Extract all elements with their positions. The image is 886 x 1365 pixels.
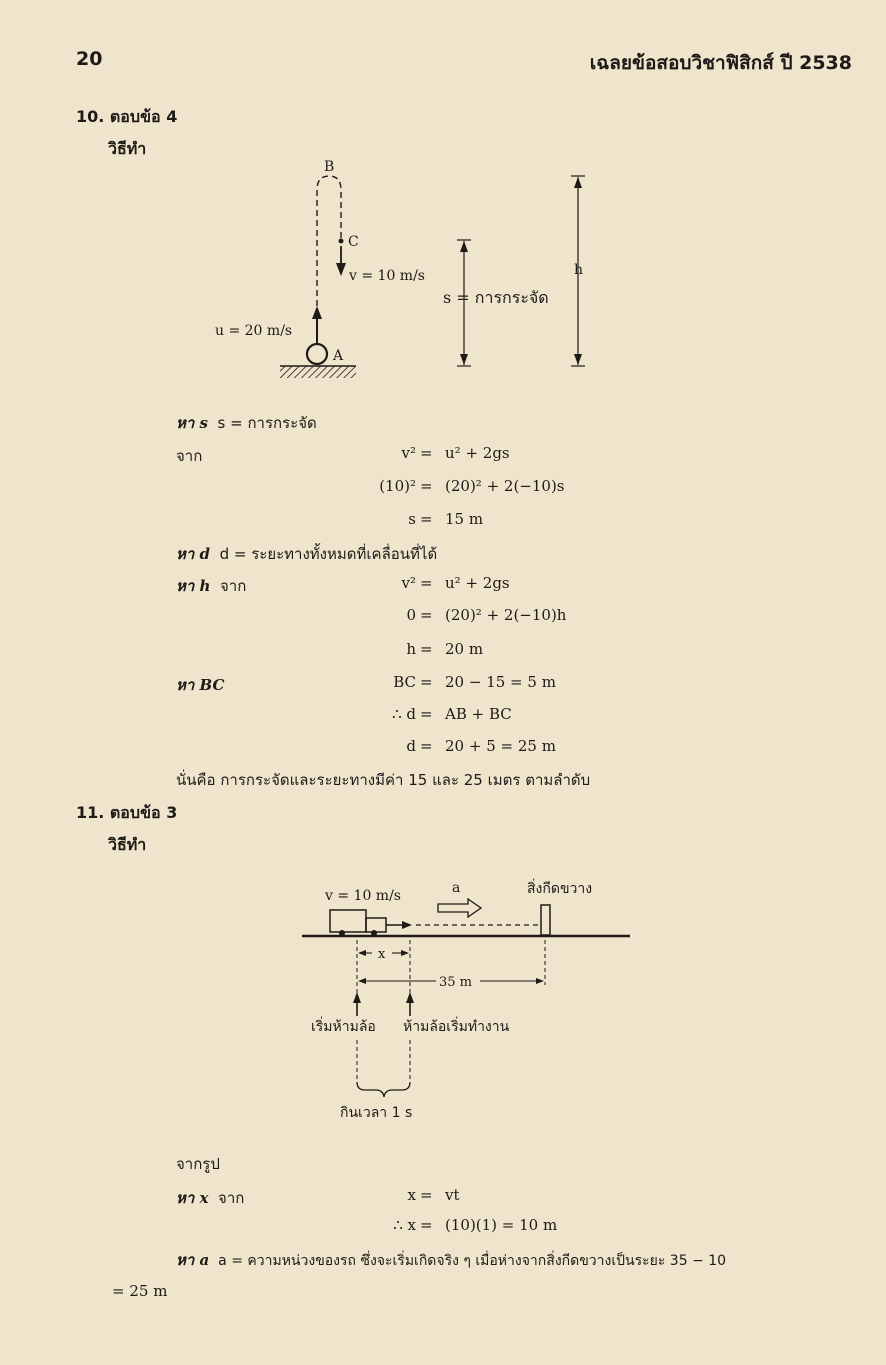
eq3-lhs: s xyxy=(408,510,416,528)
eq7-eq: = xyxy=(420,673,433,691)
label-s: s = การกระจัด xyxy=(443,288,549,307)
eq7-rhs: 20 − 15 = 5 m xyxy=(445,673,556,691)
find-d-label: หา d xyxy=(176,545,211,563)
q10-conclusion: นั่นคือ การกระจัดและระยะทางมีค่า 15 และ 25 เมตร ตามลำดับ xyxy=(176,771,591,789)
q11-eq1-lhs: x xyxy=(407,1186,416,1204)
from-label: จาก xyxy=(176,447,203,465)
q11-method: วิธีทำ xyxy=(108,835,147,854)
label-c: C xyxy=(348,234,359,250)
eq1-rhs: u² + 2gs xyxy=(445,444,510,462)
eq5-lhs: 0 xyxy=(406,606,416,624)
find-x-label: หา x xyxy=(176,1189,209,1207)
marker-start-brake xyxy=(353,992,361,1016)
eq5-eq: = xyxy=(420,606,433,624)
eq5-rhs: (20)² + 2(−10)h xyxy=(445,606,567,624)
eq2-eq: = xyxy=(420,477,433,495)
find-bc-label: หา BC xyxy=(176,676,225,694)
car-velocity-arrow xyxy=(386,921,412,929)
time-brace xyxy=(357,1082,410,1097)
eq6-eq: = xyxy=(420,640,433,658)
q11-brake-working-label: ห้ามล้อเริ่มทำงาน xyxy=(403,1019,510,1035)
find-a-continuation: = 25 m xyxy=(112,1282,168,1300)
eq8-lhs: ∴ d xyxy=(392,705,416,723)
eq1-eq: = xyxy=(420,444,433,462)
eq6-lhs: h xyxy=(406,640,416,658)
q10-method: วิธีทำ xyxy=(108,139,147,158)
find-h-text: จาก xyxy=(220,577,247,595)
q11-obstacle-label: สิ่งกีดขวาง xyxy=(527,881,593,897)
eq9-lhs: d xyxy=(406,737,416,755)
eq7-lhs: BC xyxy=(393,673,416,691)
q11-a-label: a xyxy=(452,880,461,896)
eq4-eq: = xyxy=(420,574,433,592)
eq8-eq: = xyxy=(420,705,433,723)
find-d-text: d = ระยะทางทั้งหมดที่เคลื่อนที่ได้ xyxy=(219,545,438,563)
q11-time-label: กินเวลา 1 s xyxy=(340,1105,413,1121)
find-a-label: หา a xyxy=(176,1251,210,1269)
q11-v-label: v = 10 m/s xyxy=(325,888,401,904)
q11-eq2-rhs: (10)(1) = 10 m xyxy=(445,1216,558,1234)
eq8-rhs: AB + BC xyxy=(445,705,512,723)
q11-eq2-lhs: ∴ x xyxy=(393,1216,416,1234)
q11-dist-label: 35 m xyxy=(439,975,473,990)
q11-eq1-eq: = xyxy=(420,1186,433,1204)
obstacle xyxy=(541,905,550,935)
label-v: v = 10 m/s xyxy=(349,268,425,284)
accel-arrow xyxy=(438,899,481,917)
find-h-label: หา h xyxy=(176,577,211,595)
q11-heading: 11. ตอบข้อ 3 xyxy=(76,803,178,822)
find-a-row xyxy=(176,1248,726,1272)
eq3-rhs: 15 m xyxy=(445,510,484,528)
book-title: เฉลยข้อสอบวิชาฟิสิกส์ ปี 2538 xyxy=(589,52,852,74)
find-x-row xyxy=(176,1186,244,1210)
q10-heading: 10. ตอบข้อ 4 xyxy=(76,107,178,126)
q11-x-label: x xyxy=(378,947,386,962)
marker-brake-working xyxy=(406,992,414,1016)
eq4-lhs: v² xyxy=(401,574,416,592)
q11-eq2-eq: = xyxy=(420,1216,433,1234)
eq3-eq: = xyxy=(420,510,433,528)
find-x-text: จาก xyxy=(218,1189,245,1207)
label-b: B xyxy=(324,159,335,175)
find-s-label: หา s xyxy=(176,414,208,432)
q11-eq1-rhs: vt xyxy=(445,1186,460,1204)
car xyxy=(330,910,386,936)
label-h: h xyxy=(574,262,584,278)
eq2-rhs: (20)² + 2(−10)s xyxy=(445,477,565,495)
eq6-rhs: 20 m xyxy=(445,640,484,658)
find-s-text: s = การกระจัด xyxy=(217,414,317,432)
eq2-lhs: (10)² xyxy=(379,477,416,495)
label-u: u = 20 m/s xyxy=(215,323,293,339)
eq9-eq: = xyxy=(420,737,433,755)
eq4-rhs: u² + 2gs xyxy=(445,574,510,592)
q11-start-brake-label: เริ่มห้ามล้อ xyxy=(311,1019,376,1035)
page-number: 20 xyxy=(76,48,103,70)
find-a-text: a = ความหน่วงของรถ ซึ่งจะเริ่มเกิดจริง ๆ เมื่อห่างจากสิ่งกีดขวางเป็นระยะ 35 − 10 xyxy=(218,1253,727,1269)
eq9-rhs: 20 + 5 = 25 m xyxy=(445,737,556,755)
from-figure: จากรูป xyxy=(176,1155,220,1173)
label-a: A xyxy=(333,348,344,364)
eq1-lhs: v² xyxy=(401,444,416,462)
